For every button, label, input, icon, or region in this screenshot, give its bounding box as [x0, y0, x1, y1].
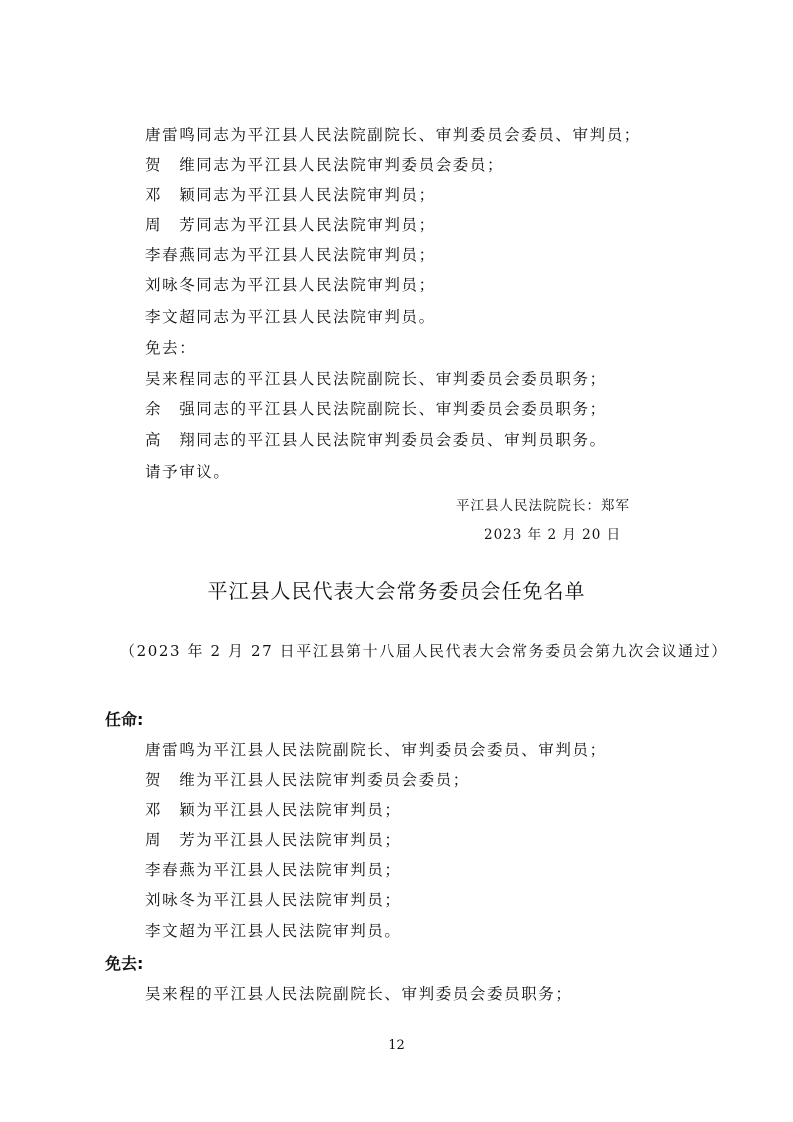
list-appoint-line: 李文超为平江县人民法院审判员。	[145, 922, 402, 940]
report-dismiss-line: 高 翔同志的平江县人民法院审判委员会委员、审判员职务。	[145, 431, 607, 449]
report-signature: 平江县人民法院院长：郑军	[456, 498, 630, 514]
report-appoint-line: 贺 维同志为平江县人民法院审判委员会委员；	[145, 156, 505, 174]
report-appoint-line: 刘咏冬同志为平江县人民法院审判员；	[145, 276, 436, 294]
list-subtitle: （2023 年 2 月 27 日平江县第十八届人民代表大会常务委员会第九次会议通过）	[120, 642, 728, 660]
report-appoint-line: 李文超同志为平江县人民法院审判员。	[145, 308, 436, 326]
list-appoint-line: 贺 维为平江县人民法院审判委员会委员；	[145, 771, 470, 789]
report-dismiss-line: 余 强同志的平江县人民法院副院长、审判委员会委员职务；	[145, 400, 607, 418]
list-appoint-heading: 任命:	[105, 710, 144, 729]
report-appoint-line: 邓 颖同志为平江县人民法院审判员；	[145, 186, 436, 204]
report-appoint-line: 唐雷鸣同志为平江县人民法院副院长、审判委员会委员、审判员；	[145, 126, 641, 144]
report-appoint-line: 李春燕同志为平江县人民法院审判员；	[145, 246, 436, 264]
list-dismiss-line: 吴来程的平江县人民法院副院长、审判委员会委员职务；	[145, 985, 573, 1003]
list-dismiss-heading: 免去:	[105, 954, 144, 973]
report-dismiss-line: 吴来程同志的平江县人民法院副院长、审判委员会委员职务；	[145, 370, 607, 388]
list-title: 平江县人民代表大会常务委员会任免名单	[207, 579, 586, 603]
report-dismiss-heading: 免去：	[145, 339, 197, 357]
report-closing: 请予审议。	[145, 463, 231, 481]
report-appoint-line: 周 芳同志为平江县人民法院审判员；	[145, 216, 436, 234]
list-appoint-line: 唐雷鸣为平江县人民法院副院长、审判委员会委员、审判员；	[145, 741, 607, 759]
list-appoint-line: 刘咏冬为平江县人民法院审判员；	[145, 891, 402, 909]
page-number: 12	[388, 1038, 405, 1053]
list-appoint-line: 邓 颖为平江县人民法院审判员；	[145, 801, 402, 819]
list-appoint-line: 周 芳为平江县人民法院审判员；	[145, 831, 402, 849]
report-date: 2023 年 2 月 20 日	[484, 527, 622, 543]
list-appoint-line: 李春燕为平江县人民法院审判员；	[145, 861, 402, 879]
